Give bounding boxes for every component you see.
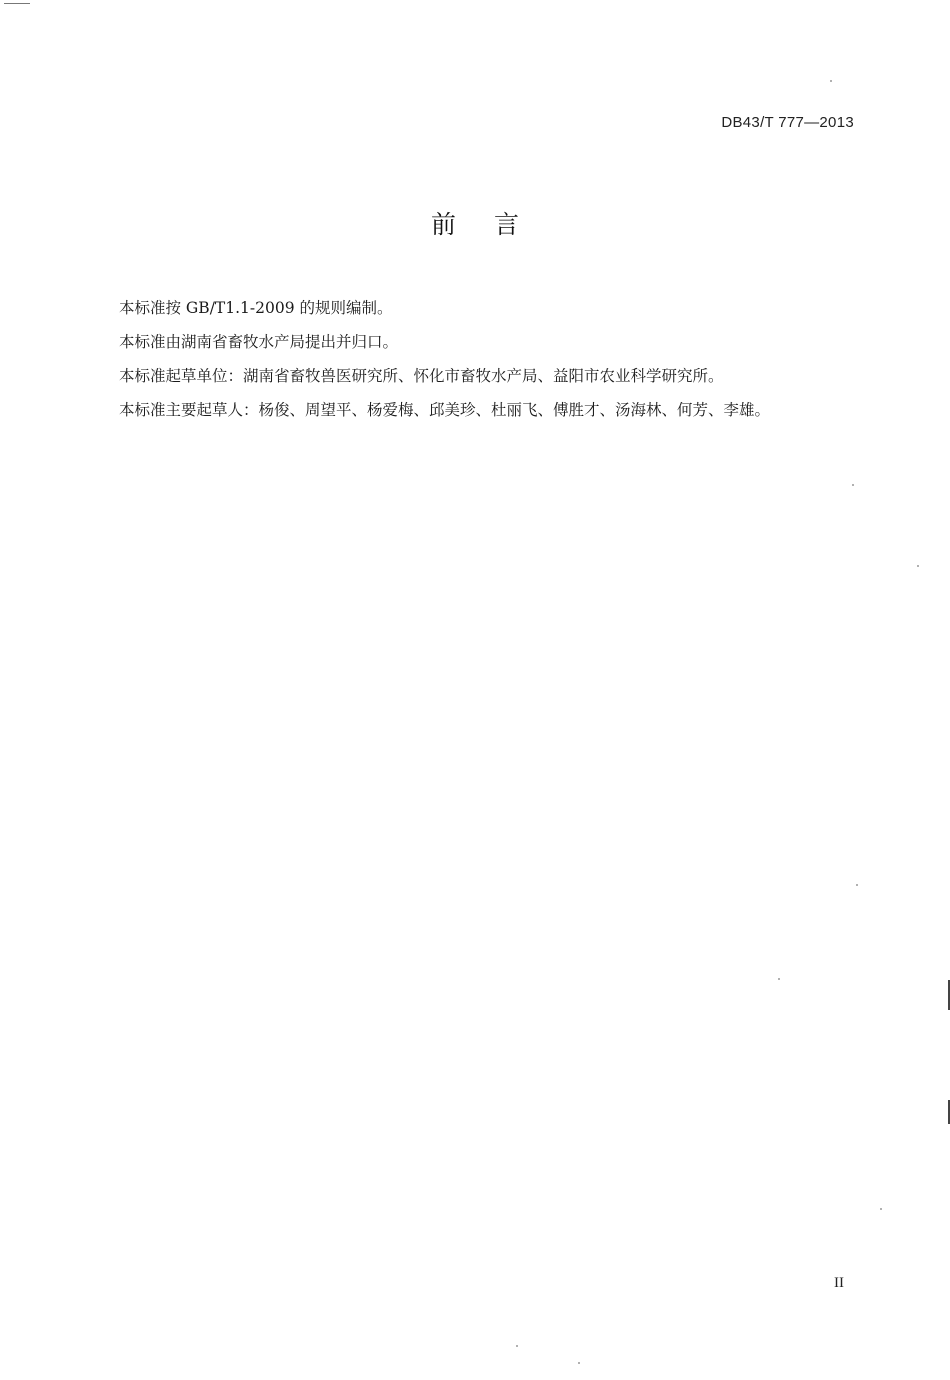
scan-speck — [856, 884, 858, 886]
scan-speck — [778, 978, 780, 980]
scan-speck — [852, 484, 854, 486]
scan-speck — [516, 1345, 518, 1347]
page-title: 前言 — [430, 210, 557, 239]
foreword-paragraph: 本标准按 GB/T1.1-2009 的规则编制。 — [119, 299, 393, 317]
foreword-body — [119, 291, 859, 427]
scan-speck — [880, 1208, 882, 1210]
scan-speck — [917, 565, 919, 567]
page-number: II — [834, 1275, 844, 1291]
scan-speck — [578, 1362, 580, 1364]
foreword-paragraph: 本标准主要起草人：杨俊、周望平、杨爱梅、邱美珍、杜丽飞、傅胜才、汤海林、何芳、李雄。 — [119, 401, 771, 419]
scan-speck — [830, 80, 832, 82]
standard-code: DB43/T 777—2013 — [721, 114, 854, 131]
scan-corner-mark — [4, 3, 30, 4]
foreword-paragraph: 本标准起草单位：湖南省畜牧兽医研究所、怀化市畜牧水产局、益阳市农业科学研究所。 — [119, 367, 724, 385]
foreword-paragraph: 本标准由湖南省畜牧水产局提出并归口。 — [119, 333, 399, 351]
